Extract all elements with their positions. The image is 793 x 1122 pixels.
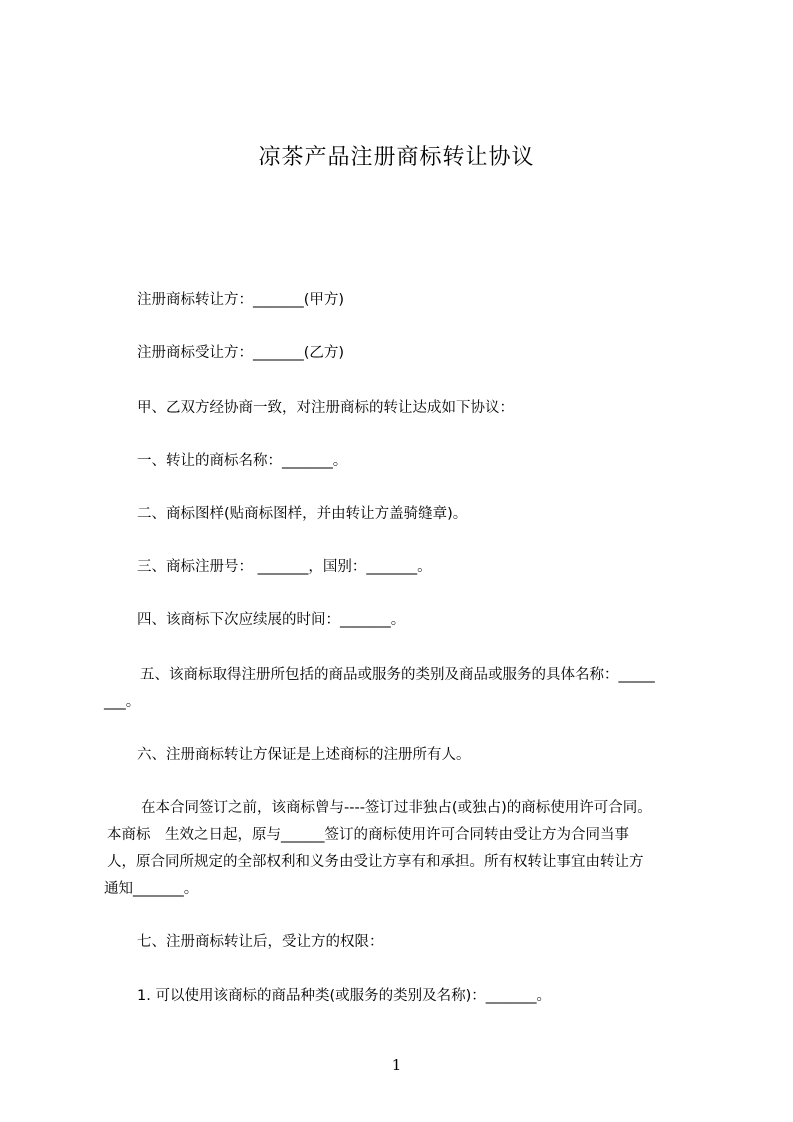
clause-1: 一、转让的商标名称：_______。 — [137, 453, 348, 469]
clause-2: 二、商标图样(贴商标图样，并由转让方盖骑缝章)。 — [137, 506, 468, 522]
clause-5: 五、该商标取得注册所包括的商品或服务的类别及商品或服务的具体名称：_____ — [140, 667, 655, 683]
clause-4: 四、该商标下次应续展的时间：_______。 — [137, 612, 406, 628]
transferee-line: 注册商标受让方：_______(乙方) — [137, 345, 345, 361]
clause-6: 六、注册商标转让方保证是上述商标的注册所有人。 — [137, 747, 471, 763]
license-paragraph-line-3: 人，原合同所规定的全部权利和义务由受让方享有和承担。所有权转让事宜由转让方 — [107, 854, 644, 870]
license-paragraph-line-2: 本商标 生效之日起，原与______签订的商标使用许可合同转由受让方为合同当事 — [107, 827, 629, 843]
agreement-intro: 甲、乙双方经协商一致，对注册商标的转让达成如下协议： — [137, 400, 514, 416]
page-number: 1 — [391, 1056, 402, 1074]
document-title: 凉茶产品注册商标转让协议 — [258, 145, 535, 170]
license-paragraph-line-1: 在本合同签订之前，该商标曾与----签订过非独占(或独占)的商标使用许可合同。 — [141, 800, 652, 816]
transferor-line: 注册商标转让方：_______(甲方) — [137, 292, 345, 308]
license-paragraph-line-4: 通知_______。 — [104, 881, 199, 897]
clause-5-continued: ___。 — [104, 694, 141, 710]
clause-7: 七、注册商标转让后，受让方的权限： — [137, 934, 384, 950]
clause-7-item-1: 1. 可以使用该商标的商品种类(或服务的类别及名称)：_______。 — [137, 988, 552, 1004]
clause-3: 三、商标注册号： _______，国别：_______。 — [137, 559, 432, 575]
